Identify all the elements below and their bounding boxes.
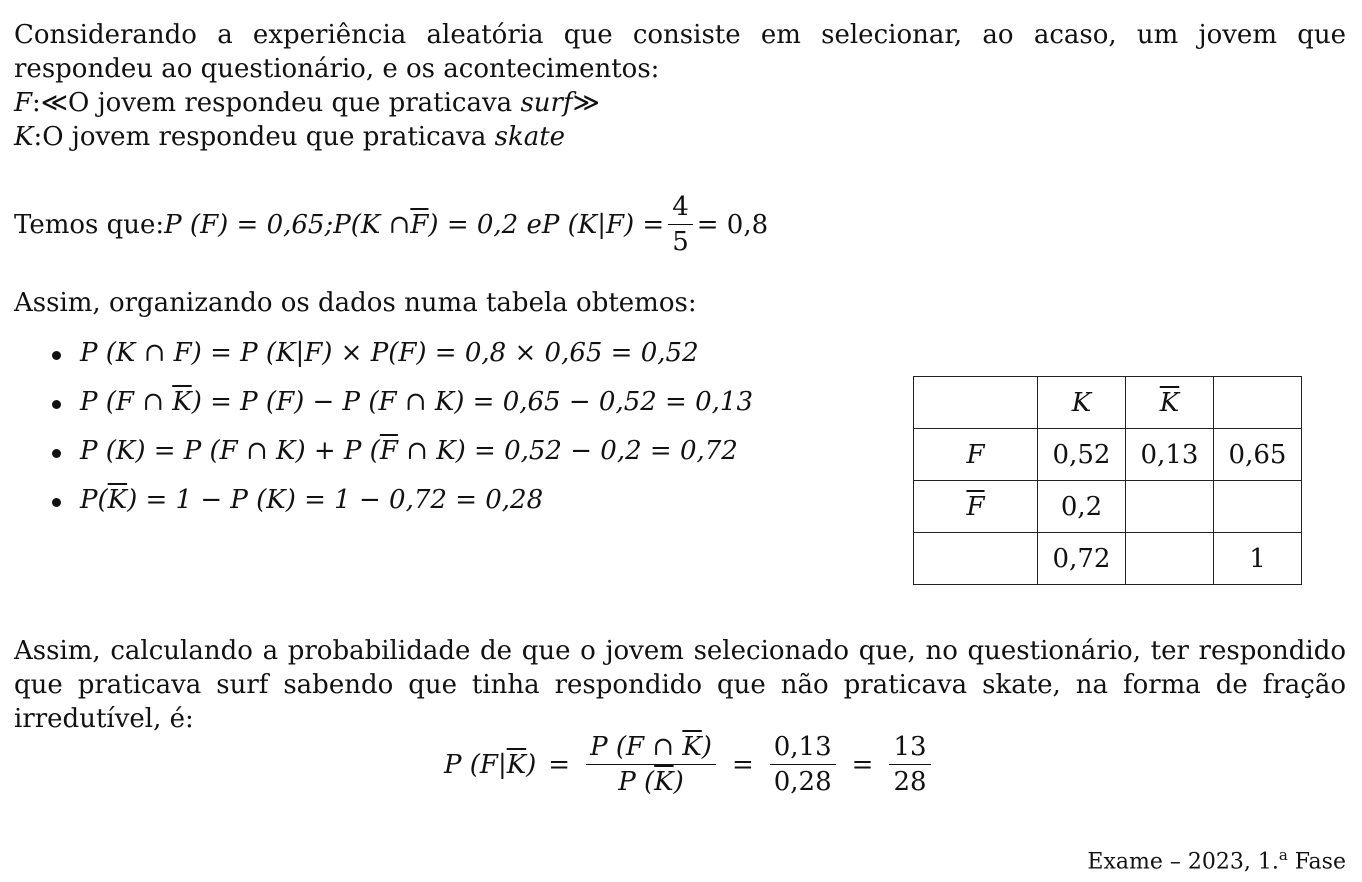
equals-sign: = bbox=[731, 749, 754, 780]
table-header-cell: K bbox=[1038, 377, 1126, 429]
table-row-label bbox=[914, 533, 1038, 585]
table-cell: 0,52 bbox=[1038, 429, 1126, 481]
final-fraction-definition: $\frac{P (F \cap \overline{K})}{P (\overline{K})}$ bbox=[586, 730, 716, 799]
table-header-cell bbox=[1214, 377, 1302, 429]
table-cell bbox=[1214, 481, 1302, 533]
event-f-description: :≪O jovem respondeu que praticava bbox=[32, 88, 521, 118]
table-cell: 0,2 bbox=[1038, 481, 1126, 533]
intro-paragraph: Considerando a experiência aleatória que consiste em selecionar, ao acaso, um jovem que respondeu ao questionário, e os acontecimentos: bbox=[14, 20, 1346, 84]
table-row bbox=[914, 481, 1302, 533]
table-cell bbox=[1126, 481, 1214, 533]
table-header-cell bbox=[914, 377, 1038, 429]
given-pk-not-f-rhs: ) = 0,2 e bbox=[428, 209, 542, 240]
given-fraction-denominator: 5 bbox=[672, 227, 689, 257]
final-lhs: P $(F|\overline{K})$ bbox=[444, 749, 537, 780]
given-pk-not-f-bar: $\overline{F}$ bbox=[410, 209, 429, 240]
given-fraction bbox=[668, 190, 693, 259]
table-header-cell: $\overline{K}$ bbox=[1126, 377, 1214, 429]
table-cell: 0,13 bbox=[1126, 429, 1214, 481]
equals-sign: = bbox=[548, 749, 571, 780]
bullet-item: P (F ∩ $\overline{K}) = P$ (F) − P (F ∩ K) = 0,65 − 0,52 = 0,13 bbox=[14, 385, 753, 434]
event-f-line bbox=[14, 86, 1346, 120]
bullet-item: P (K ∩ F) = P (K|F) × P(F) = 0,8 × 0,65 = 0,52 bbox=[14, 336, 753, 385]
event-k-line bbox=[14, 120, 1346, 154]
table-row-label: F bbox=[914, 429, 1038, 481]
event-f-symbol: F bbox=[14, 88, 33, 118]
given-pk-given-f: P (K|F) = bbox=[541, 209, 665, 240]
bullet-item: P (K) = P (F ∩ K) + P ($\overline{F}$ ∩ K) = 0,52 − 0,2 = 0,72 bbox=[14, 434, 753, 483]
source-citation: Exame – 2023, 1.$^a$ Fase bbox=[1087, 846, 1346, 875]
event-k-symbol: K bbox=[14, 122, 34, 152]
conclusion-paragraph: Assim, calculando a probabilidade de que o jovem selecionado que, no questionário, ter respondido que praticava surf sabendo que tinha respondido que não praticava skate, na forma de fração irredutível, é: bbox=[14, 636, 1346, 734]
final-fraction-values: $\frac{0,13}{0,28}$ bbox=[770, 730, 836, 799]
bullet-list bbox=[14, 336, 753, 532]
table-cell: 0,65 bbox=[1214, 429, 1302, 481]
solution-page bbox=[14, 18, 1346, 875]
given-pk-not-f-lhs: P(K ∩ bbox=[333, 209, 411, 240]
table-cell: 0,72 bbox=[1038, 533, 1126, 585]
given-fraction-numerator: 4 bbox=[668, 190, 693, 225]
event-k-sport: skate bbox=[494, 122, 566, 152]
table-row bbox=[914, 429, 1302, 481]
probability-table bbox=[913, 376, 1302, 585]
event-k-description: :O jovem respondeu que praticava bbox=[33, 122, 495, 152]
table-cell bbox=[1126, 533, 1214, 585]
final-fraction-result: $\frac{13}{28}$ bbox=[889, 730, 930, 799]
final-equation bbox=[444, 730, 935, 799]
table-row-label: $\overline{F}$ bbox=[914, 481, 1038, 533]
bullet-item: $P(\overline{K}) = 1 - P$ (K) = 1 − 0,72 = 0,28 bbox=[14, 483, 753, 532]
event-f-sport: surf bbox=[520, 88, 573, 118]
table-intro: Assim, organizando os dados numa tabela obtemos: bbox=[14, 288, 697, 318]
table-row bbox=[914, 533, 1302, 585]
event-f-close: ≫ bbox=[572, 88, 600, 118]
given-line bbox=[14, 190, 768, 259]
given-lead: Temos que: bbox=[14, 209, 165, 240]
given-result: = 0,8 bbox=[696, 209, 769, 240]
table-cell: 1 bbox=[1214, 533, 1302, 585]
table-header-row bbox=[914, 377, 1302, 429]
given-pf: P (F) = 0,65; bbox=[164, 209, 334, 240]
equals-sign: = bbox=[851, 749, 874, 780]
